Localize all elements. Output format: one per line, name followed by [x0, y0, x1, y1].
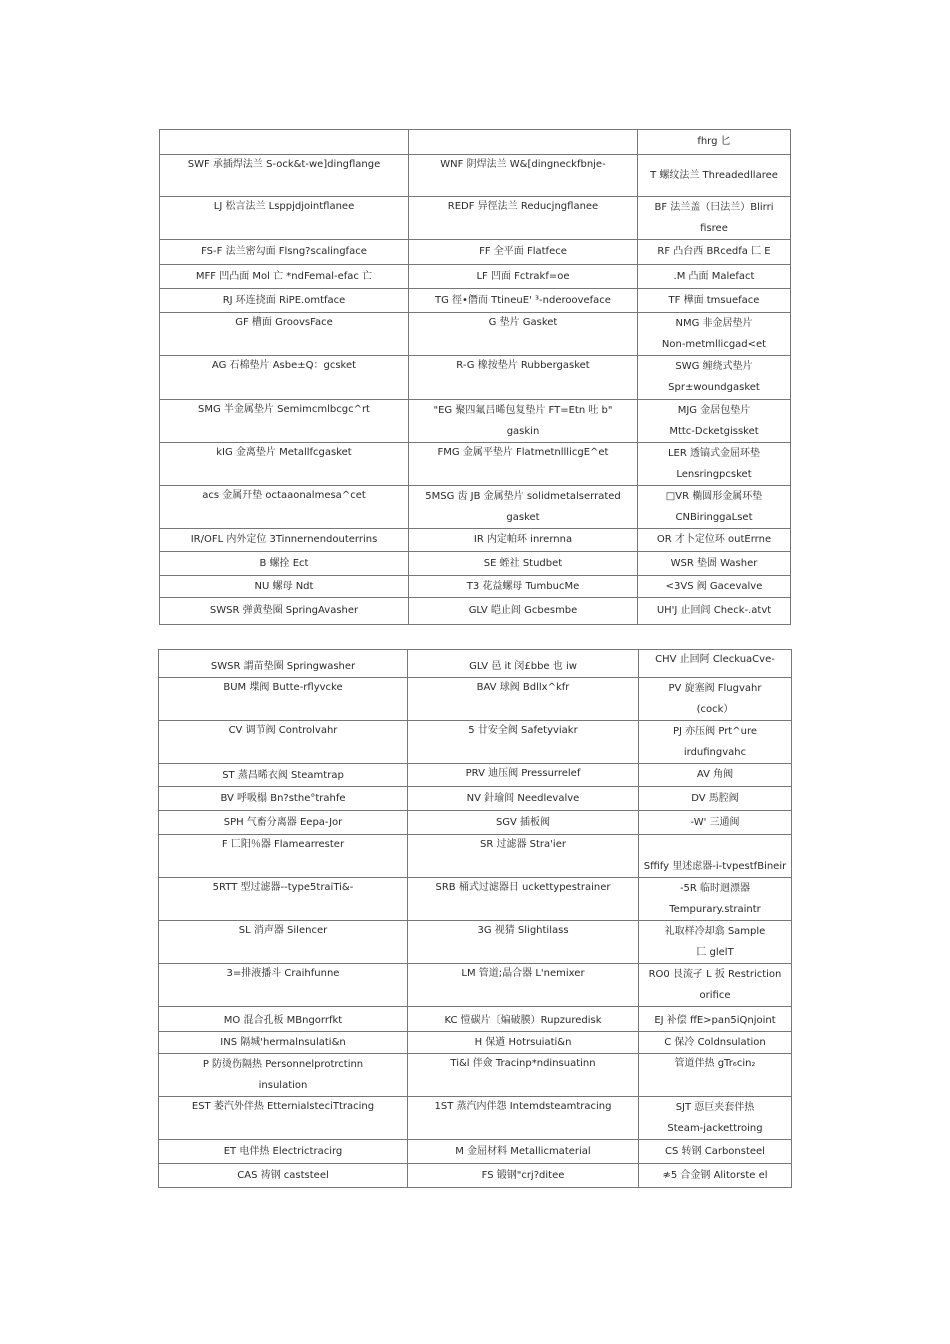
cell2-r6-c2: Sffify 里述虑器-i-tvpestfBineir — [639, 835, 792, 878]
cell-r8-c1: "EG 聚四氟吕晞包复垫片 FT=Etn 吐 b" gaskin — [409, 400, 638, 443]
cell-r11-c2: OR 才卜定位环 outErrne — [638, 529, 791, 552]
cell2-r13-c1: 1ST 蒸汽内伴怨 Intemdsteamtracing — [408, 1097, 639, 1140]
cell2-r4-c0: BV 呼吸榻 Bn?sthe°trahfe — [159, 787, 408, 811]
cell2-r12-c0: P 防烫伤隔热 Personnelprotrctinn insulation — [159, 1054, 408, 1097]
cell-r10-c0: acs 金属幵垫 octaaonalmesa^cet — [160, 486, 409, 529]
cell2-r9-c1: LM 管道;晶合器 L'nemixer — [408, 964, 639, 1007]
cell-r1-c1: WNF 阴焊法兰 W&[dingneckfbnje- — [409, 155, 638, 197]
cell-r7-c2: SWG 缠绕式垫片 Spr±woundgasket — [638, 356, 791, 400]
cell2-r11-c2: C 保冷 Coldnsulation — [639, 1032, 792, 1054]
cell-r12-c2: WSR 垫圄 Washer — [638, 552, 791, 576]
cell2-r14-c0: ET 电伴热 Electrictracirg — [159, 1140, 408, 1164]
cell-r9-c1: FMG 金属平垫片 FlatmetnlllicgE^et — [409, 443, 638, 486]
cell2-r8-c2: 礼取样冷却翕 Sample 匚 glelT — [639, 921, 792, 964]
cell2-r5-c2: -W' 三通闽 — [639, 811, 792, 835]
cell2-r10-c0: MO 混合孔板 MBngorrfkt — [159, 1007, 408, 1032]
cell2-r2-c1: 5 廿安全阀 Safetyviakr — [408, 721, 639, 764]
cell2-r8-c0: SL 消声器 Silencer — [159, 921, 408, 964]
cell2-r5-c1: SGV 插板阀 — [408, 811, 639, 835]
cell-r5-c1: TG 徑•僭而 TtineuE' ³-nderooveface — [409, 289, 638, 313]
cell-r11-c1: IR 内定帕环 inrernna — [409, 529, 638, 552]
cell2-r2-c0: CV 调节阀 Controlvahr — [159, 721, 408, 764]
cell-r0-c1 — [409, 130, 638, 155]
cell-r0-c2: fhrg 匕 — [638, 130, 791, 155]
cell2-r10-c1: KC 愷碳片〔煸破膜）Rupzuredisk — [408, 1007, 639, 1032]
cell2-r3-c2: AV 角阀 — [639, 764, 792, 787]
cell-r14-c1: GLV 皑止闾 Gcbesmbe — [409, 598, 638, 625]
cell-r13-c0: NU 螺母 Ndt — [160, 576, 409, 598]
cell2-r9-c0: 3=排液播斗 Craihfunne — [159, 964, 408, 1007]
cell-r4-c1: LF 凹面 Fctrakf=oe — [409, 265, 638, 289]
cell2-r10-c2: EJ 补偿 ffE>pan5iQnjoint — [639, 1007, 792, 1032]
cell2-r15-c0: CAS 祷钢 caststeel — [159, 1164, 408, 1188]
cell-r2-c1: REDF 异徑法兰 Reducjngflanee — [409, 197, 638, 240]
cell-r7-c1: R-G 橡按垫片 Rubbergasket — [409, 356, 638, 400]
cell2-r5-c0: SPH 气畜分离器 Eepa-Jor — [159, 811, 408, 835]
cell2-r4-c1: NV 針瑜闾 Needlevalve — [408, 787, 639, 811]
abbreviation-table-2 — [158, 649, 792, 1188]
cell2-r14-c2: CS 转钢 Carbonsteel — [639, 1140, 792, 1164]
cell-r9-c2: LER 透镐式金屈环垫 Lensringpcsket — [638, 443, 791, 486]
cell-r10-c1: 5MSG 齿 JB 金属垫片 solidmetalserrated gasket — [409, 486, 638, 529]
cell2-r12-c1: Ti&l 伴僉 Tracinp*ndinsuatinn — [408, 1054, 639, 1097]
cell-r11-c0: IR/OFL 内外定位 3Tinnernendouterrins — [160, 529, 409, 552]
cell2-r1-c2: PV 旋塞阀 Flugvahr (cock） — [639, 678, 792, 721]
cell-r7-c0: AG 石棉垫片 Asbe±Q：gcsket — [160, 356, 409, 400]
cell-r0-c0 — [160, 130, 409, 155]
cell2-r1-c1: BAV 球阀 Bdllx^kfr — [408, 678, 639, 721]
cell-r8-c0: SMG 半金属垫片 Semimcmlbcgc^rt — [160, 400, 409, 443]
cell-r2-c0: LJ 松言法兰 Lsppjdjointflanee — [160, 197, 409, 240]
cell2-r3-c0: ST 蒸昌晞衣阀 Steamtrap — [159, 764, 408, 787]
cell2-r11-c0: INS 隔城'hermalnsulati&n — [159, 1032, 408, 1054]
cell2-r6-c1: SR 过滤器 Stra'ier — [408, 835, 639, 878]
cell2-r2-c2: PJ 亦压阀 Prt^ure irdufingvahc — [639, 721, 792, 764]
cell2-r15-c1: FS 锻钢"crj?ditee — [408, 1164, 639, 1188]
cell2-r4-c2: DV 馬腔阀 — [639, 787, 792, 811]
cell-r1-c0: SWF 承插焊法兰 S-ock&t-we]dingflange — [160, 155, 409, 197]
cell-r12-c1: SE 蛭社 Studbet — [409, 552, 638, 576]
cell-r5-c0: RJ 环连挠面 RiPE.omtface — [160, 289, 409, 313]
cell-r3-c1: FF 全平面 Flatfece — [409, 240, 638, 265]
cell2-r1-c0: BUM 堞阀 Butte-rflyvcke — [159, 678, 408, 721]
cell2-r13-c0: EST 萎汽外伴热 EtternialsteciTtracing — [159, 1097, 408, 1140]
cell-r3-c2: RF 凸台西 BRcedfa 匚 E — [638, 240, 791, 265]
cell-r13-c1: T3 花益螺母 TumbucMe — [409, 576, 638, 598]
cell-r10-c2: □VR 椭圆形金属环垫 CNBiringgaLset — [638, 486, 791, 529]
cell-r6-c2: NMG 非金居垫片 Non-metmllicgad<et — [638, 313, 791, 356]
cell2-r14-c1: M 金屈材料 Metallicmaterial — [408, 1140, 639, 1164]
cell2-r15-c2: ≉5 合金钢 Alitorste el — [639, 1164, 792, 1188]
cell2-r7-c1: SRB 桶式过滤器日 uckettypestrainer — [408, 878, 639, 921]
cell2-r12-c2: 管道伴热 gTr₆cin₂ — [639, 1054, 792, 1097]
cell-r8-c2: MJG 金居包垫片 Mttc-Dcketgissket — [638, 400, 791, 443]
cell-r6-c1: G 垫片 Gasket — [409, 313, 638, 356]
cell2-r9-c2: RO0 艮流孑 L 扳 Restriction orifice — [639, 964, 792, 1007]
cell-r2-c2: BF 法兰盖（曰法兰）Blirri fisree — [638, 197, 791, 240]
cell2-r0-c2: CHV 止回阿 CleckuaCve- — [639, 650, 792, 678]
abbreviation-table-1 — [159, 129, 791, 625]
cell-r4-c2: .M 凸面 Malefact — [638, 265, 791, 289]
cell2-r6-c0: F 匸阳％器 Flamearrester — [159, 835, 408, 878]
cell-r4-c0: MFF 凹凸面 Mol 亡 *ndFemal-efac 亡 — [160, 265, 409, 289]
cell-r13-c2: <3VS 阀 Gacevalve — [638, 576, 791, 598]
cell-r6-c0: GF 槽面 GroovsFace — [160, 313, 409, 356]
cell2-r0-c1: GLV 邑 it 闵£bbe 也 iw — [408, 650, 639, 678]
cell-r5-c2: TF 樺面 tmsueface — [638, 289, 791, 313]
cell-r14-c2: UH'J 止回闾 Check-.atvt — [638, 598, 791, 625]
cell-r9-c0: kIG 金离垫片 Metallfcgasket — [160, 443, 409, 486]
cell2-r7-c0: 5RTT 型过滤器--type5traiTi&- — [159, 878, 408, 921]
cell-r14-c0: SWSR 弹黄垫圈 SpringAvasher — [160, 598, 409, 625]
cell2-r7-c2: -5R 临时迥漂器 Tempurary.straintr — [639, 878, 792, 921]
cell-r12-c0: B 螺拴 Ect — [160, 552, 409, 576]
cell2-r3-c1: PRV 迪压阀 Pressurrelef — [408, 764, 639, 787]
cell-r1-c2: T 螺纹法兰 Threadedllaree — [638, 155, 791, 197]
cell2-r0-c0: SWSR 謂苗垫圈 Springwasher — [159, 650, 408, 678]
cell2-r11-c1: H 保遒 Hotrsuiati&n — [408, 1032, 639, 1054]
cell-r3-c0: FS-F 法兰密勾面 Flsng?scalingface — [160, 240, 409, 265]
cell2-r8-c1: 3G 视猜 Slightilass — [408, 921, 639, 964]
cell2-r13-c2: SJT 恧巨夹套伴热 Steam-jackettroing — [639, 1097, 792, 1140]
